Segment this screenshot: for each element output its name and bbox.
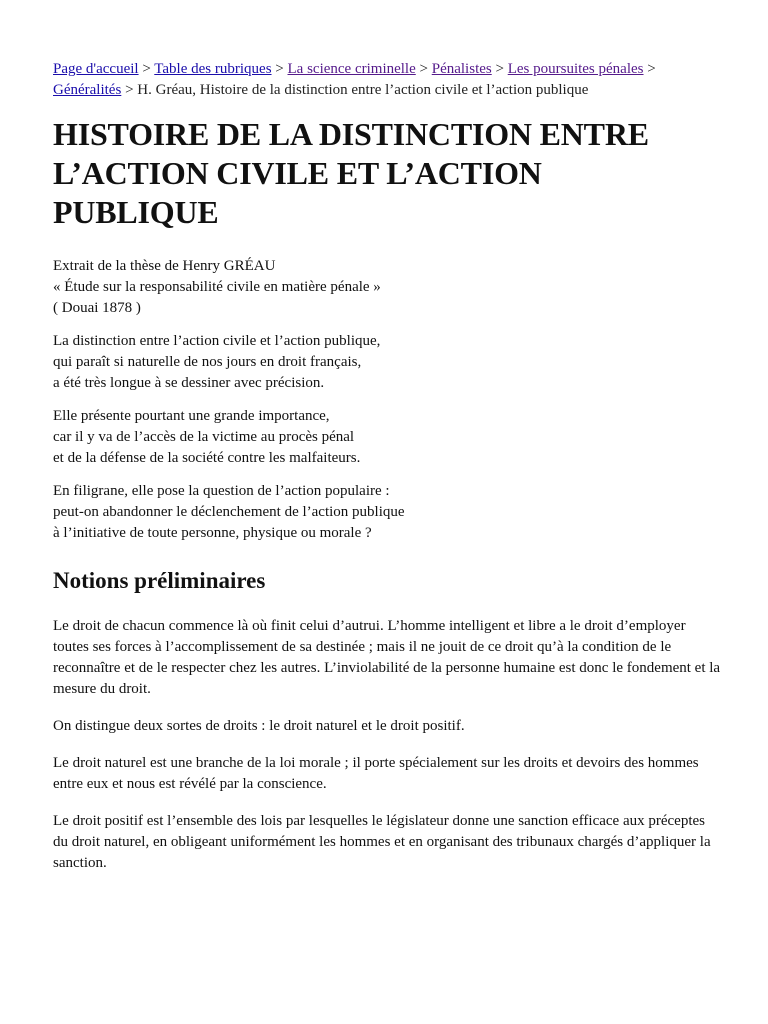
- intro-line: peut-on abandonner le déclenchement de l’action publique: [53, 504, 405, 520]
- source-line: Extrait de la thèse de Henry GRÉAU: [53, 258, 276, 274]
- intro-line: a été très longue à se dessiner avec précision.: [53, 375, 325, 391]
- breadcrumb-link-science-criminelle[interactable]: La science criminelle: [287, 61, 416, 77]
- intro-line: En filigrane, elle pose la question de l’action populaire :: [53, 483, 390, 499]
- breadcrumb-link-table-des-rubriques[interactable]: Table des rubriques: [154, 61, 272, 77]
- intro-line: Elle présente pourtant une grande importance,: [53, 408, 330, 424]
- intro-paragraph: [53, 406, 733, 469]
- section-heading: Notions préliminaires: [53, 568, 266, 593]
- breadcrumb-link-home[interactable]: Page d'accueil: [53, 61, 139, 77]
- intro-line: et de la défense de la société contre les malfaiteurs.: [53, 450, 361, 466]
- body-paragraph: Le droit positif est l’ensemble des lois par lesquelles le législateur donne une sanction efficace aux préceptes du droit naturel, en obligeant uniformément les hommes et en organisant des tribunaux chargés d’appliquer la sanction.: [53, 813, 711, 871]
- body-paragraph: On distingue deux sortes de droits : le droit naturel et le droit positif.: [53, 718, 465, 734]
- breadcrumb-separator: >: [142, 61, 151, 77]
- intro-paragraph: [53, 481, 733, 544]
- breadcrumb-link-poursuites-penales[interactable]: Les poursuites pénales: [507, 61, 644, 77]
- breadcrumb: [53, 59, 733, 101]
- page-title-line: HISTOIRE DE LA DISTINCTION ENTRE: [53, 116, 649, 152]
- body-paragraph: Le droit de chacun commence là où finit celui d’autrui. L’homme intelligent et libre a le droit d’employer toutes ses forces à l’accomplissement de sa destinée ; mais il ne jouit de ce droit qu’à la condition de le reconnaître et de le respecter chez les autres. L’inviolabilité de la personne humaine est donc le fondement et la mesure du droit.: [53, 618, 721, 697]
- breadcrumb-separator: >: [419, 61, 428, 77]
- intro-paragraph: [53, 331, 733, 394]
- breadcrumb-separator: >: [125, 82, 134, 98]
- breadcrumb-separator: >: [495, 61, 504, 77]
- source-line: « Étude sur la responsabilité civile en matière pénale »: [53, 279, 381, 295]
- breadcrumb-separator: >: [275, 61, 284, 77]
- intro-line: car il y va de l’accès de la victime au procès pénal: [53, 429, 355, 445]
- intro-line: qui paraît si naturelle de nos jours en droit français,: [53, 354, 362, 370]
- breadcrumb-link-generalites[interactable]: Généralités: [53, 82, 122, 98]
- breadcrumb-current-page: H. Gréau, Histoire de la distinction entre l’action civile et l’action publique: [137, 82, 589, 98]
- intro-line: à l’initiative de toute personne, physique ou morale ?: [53, 525, 372, 541]
- source-line: ( Douai 1878 ): [53, 300, 141, 316]
- breadcrumb-separator: >: [647, 61, 656, 77]
- breadcrumb-link-penalistes[interactable]: Pénalistes: [431, 61, 492, 77]
- source-citation: [53, 256, 733, 319]
- page-title-line: PUBLIQUE: [53, 194, 219, 230]
- intro-line: La distinction entre l’action civile et l’action publique,: [53, 333, 381, 349]
- page-title: [53, 115, 733, 232]
- body-paragraph: Le droit naturel est une branche de la loi morale ; il porte spécialement sur les droits et devoirs des hommes entre eux et nous est révélé par la conscience.: [53, 755, 699, 792]
- page-title-line: L’ACTION CIVILE ET L’ACTION: [53, 155, 542, 191]
